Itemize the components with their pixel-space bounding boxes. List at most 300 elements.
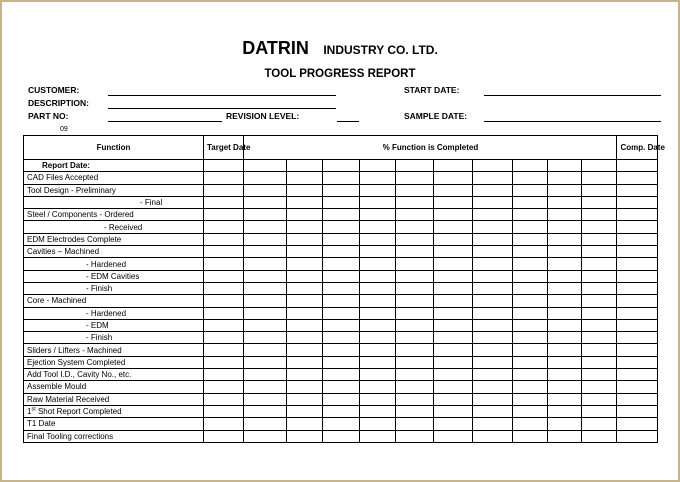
- percent-cell[interactable]: [547, 332, 581, 344]
- percent-cell[interactable]: [582, 209, 617, 221]
- percent-cell[interactable]: [323, 307, 359, 319]
- percent-cell[interactable]: [323, 246, 359, 258]
- percent-cell[interactable]: [547, 356, 581, 368]
- percent-cell[interactable]: [244, 221, 286, 233]
- percent-cell[interactable]: [359, 430, 395, 442]
- percent-cell[interactable]: [513, 332, 547, 344]
- percent-cell[interactable]: [286, 430, 322, 442]
- comp-date-cell[interactable]: [617, 233, 658, 245]
- percent-cell[interactable]: [582, 381, 617, 393]
- percent-cell[interactable]: [286, 369, 322, 381]
- percent-cell[interactable]: [286, 381, 322, 393]
- percent-cell[interactable]: [396, 393, 434, 405]
- percent-cell[interactable]: [513, 430, 547, 442]
- comp-date-cell[interactable]: [617, 405, 658, 417]
- percent-cell[interactable]: [582, 393, 617, 405]
- target-date-cell[interactable]: [203, 196, 243, 208]
- percent-cell[interactable]: [513, 209, 547, 221]
- percent-cell[interactable]: [244, 282, 286, 294]
- percent-cell[interactable]: [286, 209, 322, 221]
- percent-cell[interactable]: [547, 282, 581, 294]
- comp-date-cell[interactable]: [617, 369, 658, 381]
- comp-date-cell[interactable]: [617, 160, 658, 172]
- percent-cell[interactable]: [359, 319, 395, 331]
- comp-date-cell[interactable]: [617, 246, 658, 258]
- percent-cell[interactable]: [286, 172, 322, 184]
- percent-cell[interactable]: [244, 246, 286, 258]
- target-date-cell[interactable]: [203, 282, 243, 294]
- percent-cell[interactable]: [582, 184, 617, 196]
- target-date-cell[interactable]: [203, 405, 243, 417]
- customer-field[interactable]: [108, 95, 336, 96]
- comp-date-cell[interactable]: [617, 344, 658, 356]
- percent-cell[interactable]: [582, 196, 617, 208]
- percent-cell[interactable]: [582, 246, 617, 258]
- comp-date-cell[interactable]: [617, 196, 658, 208]
- percent-cell[interactable]: [513, 258, 547, 270]
- percent-cell[interactable]: [513, 221, 547, 233]
- percent-cell[interactable]: [359, 209, 395, 221]
- target-date-cell[interactable]: [203, 418, 243, 430]
- function-cell: - Hardened: [24, 258, 204, 270]
- percent-cell[interactable]: [472, 430, 512, 442]
- table-row: [24, 246, 658, 258]
- percent-cell[interactable]: [396, 258, 434, 270]
- target-date-cell[interactable]: [203, 172, 243, 184]
- percent-cell[interactable]: [244, 369, 286, 381]
- percent-cell[interactable]: [244, 319, 286, 331]
- percent-cell[interactable]: [359, 246, 395, 258]
- percent-cell[interactable]: [244, 430, 286, 442]
- percent-cell[interactable]: [396, 270, 434, 282]
- table-row: [24, 172, 658, 184]
- percent-cell[interactable]: [396, 196, 434, 208]
- percent-cell[interactable]: [434, 160, 472, 172]
- target-date-cell[interactable]: [203, 319, 243, 331]
- target-date-cell[interactable]: [203, 369, 243, 381]
- percent-cell[interactable]: [286, 356, 322, 368]
- percent-cell[interactable]: [323, 430, 359, 442]
- percent-cell[interactable]: [513, 381, 547, 393]
- comp-date-cell[interactable]: [617, 282, 658, 294]
- percent-cell[interactable]: [547, 405, 581, 417]
- percent-cell[interactable]: [513, 295, 547, 307]
- percent-cell[interactable]: [396, 184, 434, 196]
- percent-cell[interactable]: [244, 405, 286, 417]
- percent-cell[interactable]: [244, 307, 286, 319]
- percent-cell[interactable]: [582, 282, 617, 294]
- percent-cell[interactable]: [434, 295, 472, 307]
- percent-cell[interactable]: [513, 196, 547, 208]
- revision-level-label: REVISION LEVEL:: [226, 111, 300, 121]
- percent-cell[interactable]: [244, 172, 286, 184]
- percent-cell[interactable]: [434, 270, 472, 282]
- target-date-cell[interactable]: [203, 160, 243, 172]
- percent-cell[interactable]: [244, 196, 286, 208]
- percent-cell[interactable]: [434, 418, 472, 430]
- target-date-cell[interactable]: [203, 246, 243, 258]
- percent-cell[interactable]: [286, 270, 322, 282]
- target-date-cell[interactable]: [203, 356, 243, 368]
- percent-cell[interactable]: [359, 233, 395, 245]
- table-row: [24, 381, 658, 393]
- comp-date-cell[interactable]: [617, 307, 658, 319]
- percent-cell[interactable]: [244, 184, 286, 196]
- percent-cell[interactable]: [582, 307, 617, 319]
- percent-cell[interactable]: [472, 332, 512, 344]
- percent-cell[interactable]: [547, 418, 581, 430]
- percent-cell[interactable]: [286, 160, 322, 172]
- percent-cell[interactable]: [323, 160, 359, 172]
- percent-cell[interactable]: [472, 246, 512, 258]
- target-date-cell[interactable]: [203, 221, 243, 233]
- function-cell: Cavities – Machined: [24, 246, 204, 258]
- percent-cell[interactable]: [513, 405, 547, 417]
- description-label: DESCRIPTION:: [28, 98, 89, 108]
- percent-cell[interactable]: [359, 344, 395, 356]
- percent-cell[interactable]: [434, 393, 472, 405]
- percent-cell[interactable]: [582, 344, 617, 356]
- percent-cell[interactable]: [359, 369, 395, 381]
- comp-date-cell[interactable]: [617, 381, 658, 393]
- description-field[interactable]: [108, 108, 336, 109]
- percent-cell[interactable]: [323, 344, 359, 356]
- percent-cell[interactable]: [434, 221, 472, 233]
- percent-cell[interactable]: [359, 160, 395, 172]
- percent-cell[interactable]: [244, 332, 286, 344]
- revision-level-field[interactable]: [337, 121, 359, 122]
- part-no-field[interactable]: [108, 121, 222, 122]
- percent-cell[interactable]: [286, 405, 322, 417]
- percent-cell[interactable]: [513, 319, 547, 331]
- percent-cell[interactable]: [582, 160, 617, 172]
- percent-cell[interactable]: [547, 196, 581, 208]
- target-date-cell[interactable]: [203, 344, 243, 356]
- function-cell: - Finish: [24, 332, 204, 344]
- percent-cell[interactable]: [396, 295, 434, 307]
- table-row: [24, 393, 658, 405]
- percent-cell[interactable]: [472, 184, 512, 196]
- percent-cell[interactable]: [472, 270, 512, 282]
- percent-cell[interactable]: [547, 381, 581, 393]
- percent-cell[interactable]: [244, 356, 286, 368]
- percent-cell[interactable]: [434, 196, 472, 208]
- percent-cell[interactable]: [582, 270, 617, 282]
- percent-cell[interactable]: [547, 369, 581, 381]
- target-date-cell[interactable]: [203, 209, 243, 221]
- percent-cell[interactable]: [582, 405, 617, 417]
- percent-cell[interactable]: [396, 233, 434, 245]
- percent-cell[interactable]: [582, 258, 617, 270]
- percent-cell[interactable]: [434, 246, 472, 258]
- target-date-cell[interactable]: [203, 381, 243, 393]
- comp-date-cell[interactable]: [617, 295, 658, 307]
- percent-cell[interactable]: [323, 282, 359, 294]
- comp-date-cell[interactable]: [617, 319, 658, 331]
- part-no-label: PART NO:: [28, 111, 69, 121]
- percent-cell[interactable]: [472, 233, 512, 245]
- percent-cell[interactable]: [513, 282, 547, 294]
- percent-cell[interactable]: [396, 172, 434, 184]
- percent-cell[interactable]: [547, 270, 581, 282]
- percent-cell[interactable]: [323, 405, 359, 417]
- percent-cell[interactable]: [359, 332, 395, 344]
- percent-cell[interactable]: [472, 381, 512, 393]
- target-date-cell[interactable]: [203, 393, 243, 405]
- percent-cell[interactable]: [359, 405, 395, 417]
- percent-cell[interactable]: [434, 381, 472, 393]
- percent-cell[interactable]: [547, 184, 581, 196]
- percent-cell[interactable]: [323, 209, 359, 221]
- percent-cell[interactable]: [434, 282, 472, 294]
- percent-cell[interactable]: [472, 319, 512, 331]
- percent-cell[interactable]: [359, 282, 395, 294]
- percent-cell[interactable]: [582, 418, 617, 430]
- percent-cell[interactable]: [513, 246, 547, 258]
- percent-cell[interactable]: [323, 172, 359, 184]
- percent-cell[interactable]: [472, 295, 512, 307]
- comp-date-cell[interactable]: [617, 332, 658, 344]
- percent-cell[interactable]: [513, 172, 547, 184]
- percent-cell[interactable]: [513, 184, 547, 196]
- percent-cell[interactable]: [547, 209, 581, 221]
- percent-cell[interactable]: [472, 369, 512, 381]
- percent-cell[interactable]: [396, 246, 434, 258]
- percent-cell[interactable]: [286, 233, 322, 245]
- percent-cell[interactable]: [396, 221, 434, 233]
- comp-date-cell[interactable]: [617, 356, 658, 368]
- target-date-cell[interactable]: [203, 184, 243, 196]
- percent-cell[interactable]: [359, 381, 395, 393]
- percent-cell[interactable]: [582, 233, 617, 245]
- percent-cell[interactable]: [582, 295, 617, 307]
- comp-date-cell[interactable]: [617, 221, 658, 233]
- percent-cell[interactable]: [547, 258, 581, 270]
- comp-date-cell[interactable]: [617, 418, 658, 430]
- percent-cell[interactable]: [582, 356, 617, 368]
- function-cell: Sliders / Lifters - Machined: [24, 344, 204, 356]
- percent-cell[interactable]: [582, 221, 617, 233]
- table-row: [24, 184, 658, 196]
- percent-cell[interactable]: [323, 418, 359, 430]
- percent-cell[interactable]: [582, 332, 617, 344]
- percent-cell[interactable]: [582, 172, 617, 184]
- percent-cell[interactable]: [472, 393, 512, 405]
- percent-cell[interactable]: [513, 160, 547, 172]
- percent-cell[interactable]: [244, 270, 286, 282]
- percent-cell[interactable]: [244, 258, 286, 270]
- comp-date-cell[interactable]: [617, 270, 658, 282]
- percent-cell[interactable]: [359, 172, 395, 184]
- comp-date-cell[interactable]: [617, 430, 658, 442]
- percent-cell[interactable]: [513, 307, 547, 319]
- percent-cell[interactable]: [396, 319, 434, 331]
- percent-cell[interactable]: [434, 209, 472, 221]
- percent-cell[interactable]: [434, 369, 472, 381]
- percent-cell[interactable]: [434, 319, 472, 331]
- target-date-cell[interactable]: [203, 332, 243, 344]
- percent-cell[interactable]: [472, 405, 512, 417]
- percent-cell[interactable]: [323, 381, 359, 393]
- percent-cell[interactable]: [359, 196, 395, 208]
- percent-cell[interactable]: [434, 307, 472, 319]
- percent-cell[interactable]: [286, 196, 322, 208]
- percent-cell[interactable]: [582, 369, 617, 381]
- percent-cell[interactable]: [396, 369, 434, 381]
- percent-cell[interactable]: [359, 270, 395, 282]
- target-date-cell[interactable]: [203, 430, 243, 442]
- percent-cell[interactable]: [582, 430, 617, 442]
- percent-cell[interactable]: [472, 209, 512, 221]
- percent-cell[interactable]: [434, 405, 472, 417]
- percent-cell[interactable]: [434, 356, 472, 368]
- percent-cell[interactable]: [472, 196, 512, 208]
- percent-cell[interactable]: [323, 319, 359, 331]
- percent-cell[interactable]: [323, 258, 359, 270]
- percent-cell[interactable]: [434, 344, 472, 356]
- percent-cell[interactable]: [286, 246, 322, 258]
- percent-cell[interactable]: [472, 258, 512, 270]
- percent-cell[interactable]: [244, 160, 286, 172]
- percent-cell[interactable]: [244, 344, 286, 356]
- percent-cell[interactable]: [359, 258, 395, 270]
- percent-cell[interactable]: [323, 196, 359, 208]
- percent-cell[interactable]: [359, 295, 395, 307]
- function-cell: Assemble Mould: [24, 381, 204, 393]
- table-row: [24, 418, 658, 430]
- function-cell: - Received: [24, 221, 204, 233]
- percent-cell[interactable]: [547, 430, 581, 442]
- percent-cell[interactable]: [396, 282, 434, 294]
- percent-cell[interactable]: [547, 160, 581, 172]
- comp-date-cell[interactable]: [617, 209, 658, 221]
- percent-cell[interactable]: [286, 221, 322, 233]
- percent-cell[interactable]: [547, 393, 581, 405]
- percent-cell[interactable]: [286, 344, 322, 356]
- percent-cell[interactable]: [434, 332, 472, 344]
- percent-cell[interactable]: [359, 184, 395, 196]
- percent-cell[interactable]: [547, 233, 581, 245]
- target-date-cell[interactable]: [203, 307, 243, 319]
- percent-cell[interactable]: [472, 307, 512, 319]
- percent-cell[interactable]: [359, 221, 395, 233]
- percent-cell[interactable]: [547, 344, 581, 356]
- comp-date-cell[interactable]: [617, 258, 658, 270]
- percent-cell[interactable]: [396, 405, 434, 417]
- percent-cell[interactable]: [547, 295, 581, 307]
- percent-cell[interactable]: [396, 430, 434, 442]
- percent-cell[interactable]: [286, 319, 322, 331]
- percent-cell[interactable]: [396, 160, 434, 172]
- percent-cell[interactable]: [547, 172, 581, 184]
- percent-cell[interactable]: [396, 356, 434, 368]
- sample-date-field[interactable]: [484, 121, 661, 122]
- percent-cell[interactable]: [396, 332, 434, 344]
- percent-cell[interactable]: [323, 184, 359, 196]
- percent-cell[interactable]: [434, 172, 472, 184]
- percent-cell[interactable]: [547, 319, 581, 331]
- percent-cell[interactable]: [323, 332, 359, 344]
- percent-cell[interactable]: [472, 356, 512, 368]
- company-header: [0, 38, 680, 59]
- percent-cell[interactable]: [396, 209, 434, 221]
- percent-cell[interactable]: [396, 307, 434, 319]
- percent-cell[interactable]: [244, 295, 286, 307]
- percent-cell[interactable]: [323, 356, 359, 368]
- percent-cell[interactable]: [244, 393, 286, 405]
- percent-cell[interactable]: [434, 233, 472, 245]
- percent-cell[interactable]: [513, 270, 547, 282]
- percent-cell[interactable]: [434, 430, 472, 442]
- percent-cell[interactable]: [323, 393, 359, 405]
- target-date-cell[interactable]: [203, 295, 243, 307]
- start-date-field[interactable]: [484, 95, 661, 96]
- percent-cell[interactable]: [547, 246, 581, 258]
- percent-cell[interactable]: [582, 319, 617, 331]
- percent-cell[interactable]: [323, 221, 359, 233]
- percent-cell[interactable]: [323, 270, 359, 282]
- percent-cell[interactable]: [472, 221, 512, 233]
- percent-cell[interactable]: [396, 418, 434, 430]
- percent-cell[interactable]: [323, 369, 359, 381]
- percent-cell[interactable]: [244, 209, 286, 221]
- percent-cell[interactable]: [244, 233, 286, 245]
- percent-cell[interactable]: [472, 160, 512, 172]
- percent-cell[interactable]: [244, 381, 286, 393]
- percent-cell[interactable]: [396, 344, 434, 356]
- percent-cell[interactable]: [323, 233, 359, 245]
- comp-date-cell[interactable]: [617, 184, 658, 196]
- target-date-cell[interactable]: [203, 233, 243, 245]
- percent-cell[interactable]: [513, 233, 547, 245]
- percent-cell[interactable]: [286, 295, 322, 307]
- comp-date-cell[interactable]: [617, 393, 658, 405]
- percent-cell[interactable]: [513, 356, 547, 368]
- percent-cell[interactable]: [286, 418, 322, 430]
- percent-cell[interactable]: [286, 332, 322, 344]
- percent-cell[interactable]: [359, 356, 395, 368]
- percent-cell[interactable]: [472, 344, 512, 356]
- percent-cell[interactable]: [472, 418, 512, 430]
- percent-cell[interactable]: [286, 282, 322, 294]
- percent-cell[interactable]: [359, 307, 395, 319]
- percent-cell[interactable]: [434, 184, 472, 196]
- percent-cell[interactable]: [472, 282, 512, 294]
- percent-cell[interactable]: [547, 307, 581, 319]
- percent-cell[interactable]: [359, 418, 395, 430]
- target-date-cell[interactable]: [203, 258, 243, 270]
- function-cell: - Final: [24, 196, 204, 208]
- percent-cell[interactable]: [513, 418, 547, 430]
- percent-cell[interactable]: [513, 393, 547, 405]
- percent-cell[interactable]: [547, 221, 581, 233]
- percent-cell[interactable]: [286, 307, 322, 319]
- percent-cell[interactable]: [396, 381, 434, 393]
- percent-cell[interactable]: [244, 418, 286, 430]
- percent-cell[interactable]: [513, 369, 547, 381]
- percent-cell[interactable]: [286, 184, 322, 196]
- target-date-cell[interactable]: [203, 270, 243, 282]
- percent-cell[interactable]: [286, 258, 322, 270]
- percent-cell[interactable]: [286, 393, 322, 405]
- percent-cell[interactable]: [359, 393, 395, 405]
- report-title: TOOL PROGRESS REPORT: [264, 68, 416, 80]
- percent-cell[interactable]: [472, 172, 512, 184]
- percent-cell[interactable]: [434, 258, 472, 270]
- percent-cell[interactable]: [513, 344, 547, 356]
- comp-date-cell[interactable]: [617, 172, 658, 184]
- percent-cell[interactable]: [323, 295, 359, 307]
